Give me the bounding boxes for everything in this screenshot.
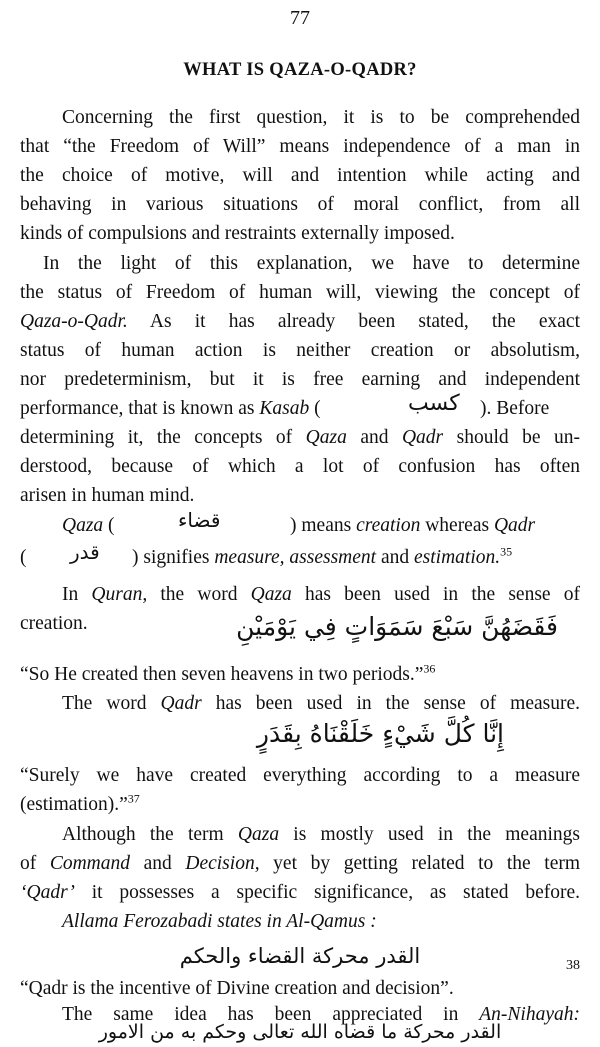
term-qaza: Qaza [305, 427, 347, 448]
text-line: creation. [20, 613, 88, 634]
text-span: The word [62, 693, 161, 714]
text-line: ( [20, 547, 27, 568]
text-line [20, 426, 580, 450]
term-qaza: Qaza [62, 515, 104, 536]
quote-line [20, 793, 140, 817]
text-line: ). Before [480, 398, 550, 419]
term-creation: creation [356, 515, 421, 536]
text-line [20, 852, 580, 876]
text-span: and [346, 427, 402, 448]
text-line [62, 910, 377, 934]
text-span: it possesses a specific significance, as stated before. [74, 882, 580, 903]
term-kasab: Kasab [259, 398, 310, 419]
text-span: yet by getting related to the term [259, 853, 581, 874]
term-qaza: Qaza [237, 824, 280, 845]
term-an-nihayah: An-Nihayah: [479, 1004, 580, 1025]
term-estimation: estimation. [414, 547, 501, 568]
page-title: WHAT IS QAZA-O-QADR? [183, 60, 417, 80]
text-line [62, 823, 580, 847]
quote-line [20, 663, 435, 687]
text-span: has been used in the sense of [291, 584, 580, 605]
text-line: arisen in human mind. [20, 485, 195, 506]
term-qadr: Qadr [493, 515, 536, 536]
text-line [62, 514, 115, 538]
text-line [20, 881, 580, 905]
term-measure-assessment: measure, assessment [214, 547, 377, 568]
footnote-ref: 37 [127, 791, 140, 806]
text-line: that “the Freedom of Will” means independence of a man in [20, 136, 580, 157]
text-span: In [62, 584, 92, 605]
page-number: 77 [290, 7, 310, 29]
term-command: Command [49, 853, 131, 874]
quote-line: “Surely we have created everything according to a measure [20, 765, 580, 786]
text-line: derstood, because of which a lot of confusion has often [20, 456, 580, 477]
text-line: In the light of this explanation, we have to determine [43, 253, 580, 274]
text-line [132, 546, 512, 570]
term-qadr: Qadr [160, 693, 202, 714]
text-span: has been used in the sense of measure. [201, 693, 580, 714]
text-span: ( [103, 515, 115, 536]
text-line: the choice of motive, will and intention while acting and [20, 165, 580, 186]
text-line: status of human action is neither creation or absolutism, [20, 340, 580, 361]
term-decision: Decision, [185, 853, 260, 874]
arabic-verse-seven-heavens: فَقَضَهُنَّ سَبْعَ سَمَوَاتٍ فِي يَوْمَيْنِ [236, 612, 558, 641]
footnote-ref: 36 [423, 661, 436, 676]
text-span: is mostly used in the meanings [279, 824, 580, 845]
text-line: the status of Freedom of human will, viewing the concept of [20, 282, 580, 303]
text-line: nor predeterminism, but it is free earning and independent [20, 369, 580, 390]
text-line [20, 310, 580, 334]
text-span: performance, that is known as [20, 398, 260, 419]
text-span: ) signifies [132, 547, 215, 568]
text-span: the word [147, 584, 251, 605]
text-span: ) means [290, 515, 357, 536]
text-span: The same idea has been appreciated in [62, 1004, 480, 1025]
arabic-an-nihayah-quote: القدر محركة ما قضاه الله تعالى وحكم به من الامور [98, 1021, 502, 1043]
text-span: and [130, 853, 186, 874]
text-span: ( [309, 398, 321, 419]
text-line: Concerning the first question, it is to be comprehended [62, 107, 580, 128]
footnote-ref: 35 [500, 544, 513, 559]
arabic-qadr: قدر [70, 540, 100, 564]
term-qaza-o-qadr: Qaza-o-Qadr. [20, 311, 128, 332]
text-span: determining it, the concepts of [20, 427, 306, 448]
footnote-ref: 38 [566, 958, 580, 973]
text-span: of [20, 853, 50, 874]
term-qadr: Qadr [401, 427, 444, 448]
term-qaza: Qaza [250, 584, 292, 605]
term-qadr-quoted: ‘Qadr’ [20, 882, 75, 903]
arabic-qaza: قضاء [178, 508, 221, 532]
text-line [290, 514, 535, 538]
arabic-kasab: كسب [408, 391, 460, 416]
term-quran: Quran, [91, 584, 148, 605]
text-line: kinds of compulsions and restraints externally imposed. [20, 223, 455, 244]
text-span: should be un- [443, 427, 581, 448]
text-span: whereas [420, 515, 494, 536]
text-span: Although the term [62, 824, 238, 845]
citation-al-qamus: Allama Ferozabadi states in Al-Qamus : [62, 911, 377, 932]
text-span: As it has already been stated, the exact [127, 311, 580, 332]
quote-text: “So He created then seven heavens in two periods.” [20, 664, 424, 685]
text-span: and [376, 547, 414, 568]
quote-text: (estimation).” [20, 794, 128, 815]
arabic-al-qamus-quote: القدر محركة القضاء والحكم [179, 944, 421, 968]
text-line: behaving in various situations of moral conflict, from all [20, 194, 580, 215]
quote-line: “Qadr is the incentive of Divine creation and decision”. [20, 978, 454, 999]
arabic-verse-measure: إِنَّا كُلَّ شَيْءٍ خَلَقْنَاهُ بِقَدَرٍ [256, 719, 504, 748]
